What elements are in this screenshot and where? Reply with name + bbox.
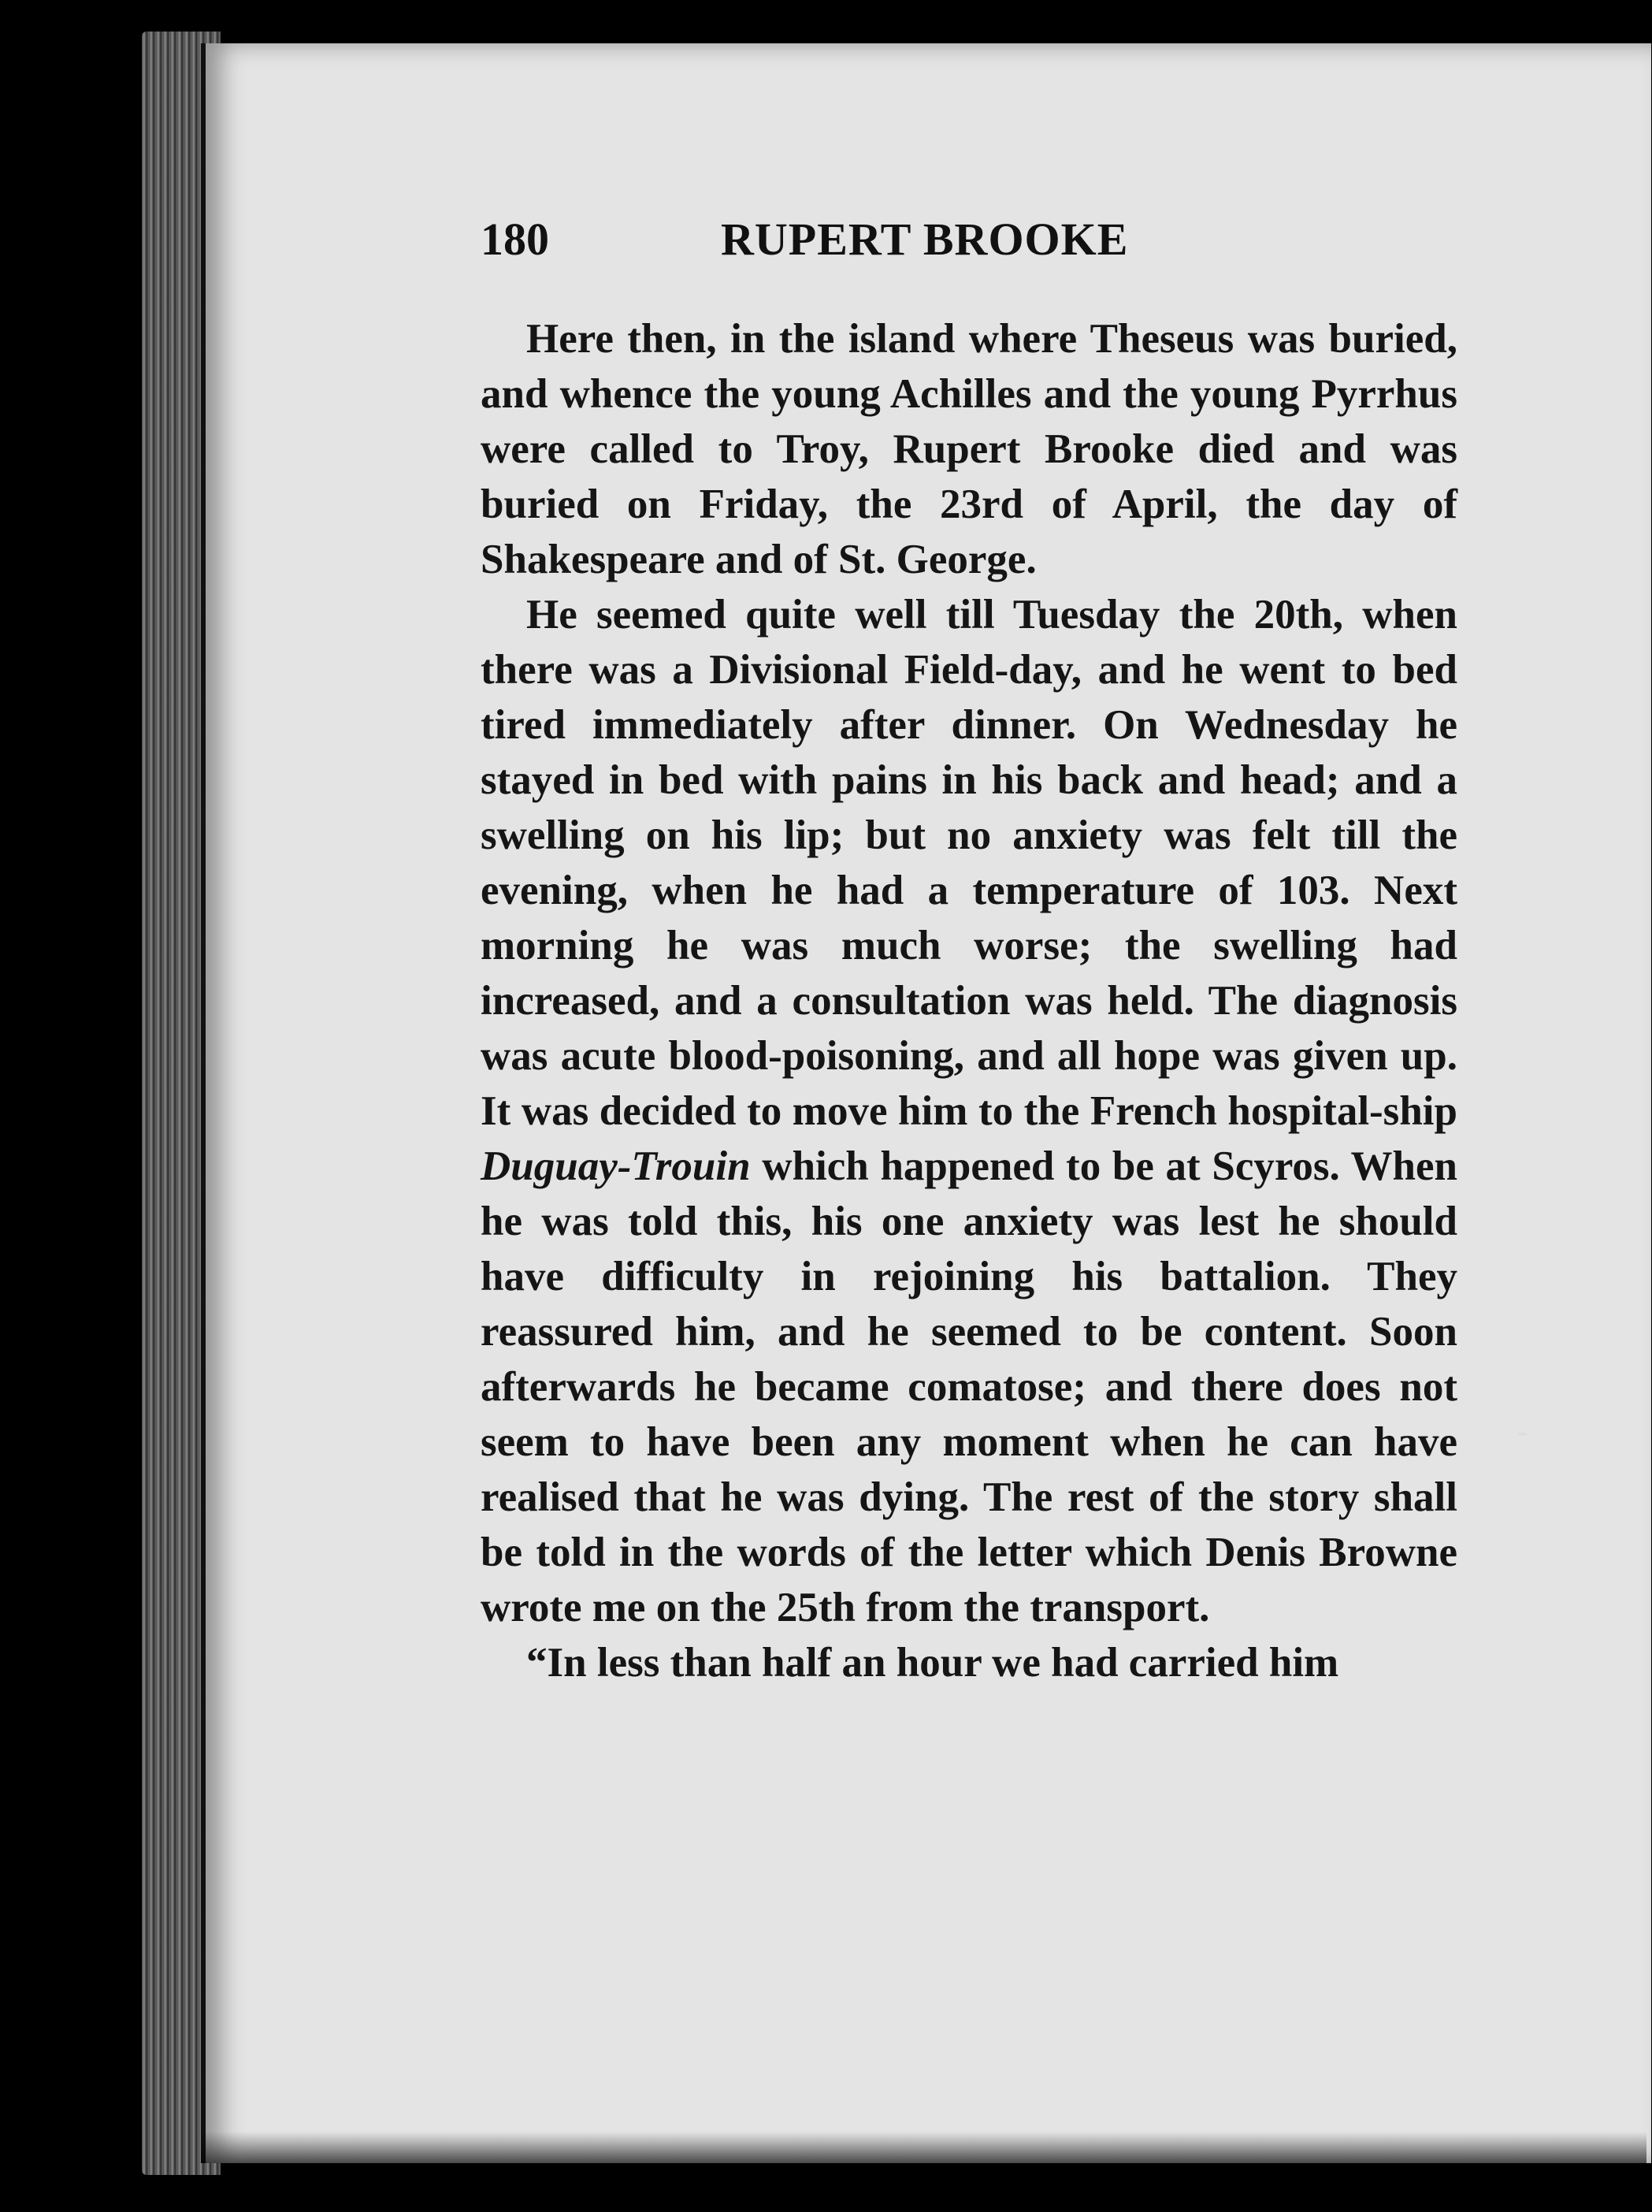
margin-speck: -	[1516, 1415, 1528, 1451]
paragraph-1: Here then, in the island where Theseus was buried, and whence the young Achilles and the young Pyrrhus were called to Troy, Rupert Brooke died and was buried on Friday, the 23rd of April, the day of Shakespeare and of St. George.	[481, 316, 1457, 582]
paragraph-2-text-before: He seemed quite well till Tuesday the 20th, when there was a Divisional Field-day, and he went to bed tired immediately after dinner. On Wednesday he stayed in bed with pains in his back and head; and a swelling on his lip; but no anxiety was felt till the evening, when he had a temperature of 103. Next morning he was much worse; the swelling had increased, and a consultation was held. The diagnosis was acute blood-poisoning, and all hope was given up. It was decided to move him to the French hospital-ship	[481, 592, 1457, 1134]
page-bottom-shadow	[201, 2132, 1646, 2163]
body-text	[481, 311, 1457, 1690]
paragraph-3: “In less than half an hour we had carried him	[526, 1640, 1339, 1686]
paragraph-2-text-after: which happened to be at Scyros. When he was told this, his one anxiety was lest he should have difficulty in rejoining his battalion. They reassured him, and he seemed to be content. Soon afterwards he became comatose; and there does not seem to have been any moment when he can have realised that he was dying. The rest of the story shall be told in the words of the letter which Denis Browne wrote me on the 25th from the transport.	[481, 1143, 1457, 1630]
running-title: RUPERT BROOKE	[721, 214, 1129, 265]
page-number: 180	[481, 214, 549, 265]
page-header	[481, 213, 1465, 276]
paragraph-2	[481, 587, 1457, 1635]
ship-name: Duguay-Trouin	[481, 1143, 751, 1189]
